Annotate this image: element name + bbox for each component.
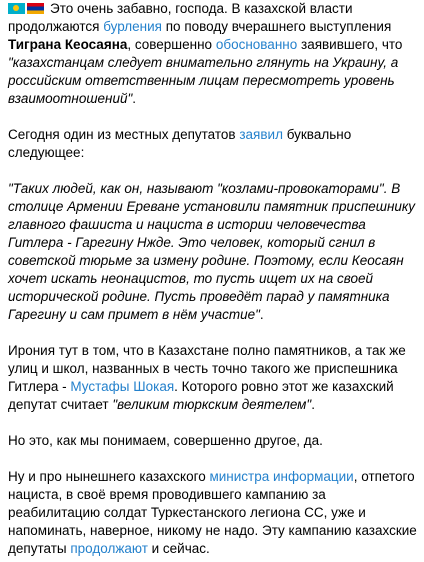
text: . — [259, 307, 264, 322]
text: заявившего, что — [297, 37, 403, 52]
kazakhstan-flag-icon — [8, 3, 25, 14]
link-zayavil[interactable]: заявил — [239, 127, 283, 142]
paragraph-intro — [8, 0, 418, 108]
text: . — [132, 91, 137, 106]
text: Но это, как мы понимаем, совершенно другое, да. — [8, 433, 323, 448]
text: . — [311, 397, 315, 412]
bold-name: Тиграна Кеосаяна — [8, 37, 128, 52]
text: Это очень забавно, господа. В казахской власти продолжаются — [8, 1, 353, 34]
paragraph-irony — [8, 342, 418, 414]
link-mustafa-shokay[interactable]: Мустафы Шокая — [70, 379, 175, 394]
link-burleniya[interactable]: бурления — [103, 19, 162, 34]
link-obosnovanno[interactable]: обоснованно — [215, 37, 298, 52]
italic-quote: "Таких людей, как он, называют "козлами-провокаторами". В столице Армении Ереване установили памятник приспешнику главного фашиста и нациста в истории человечества Гитлера - Гарегину Нжде. Это человек, который сгнил в советской тюрьме за измену родине. Поэтому, если Кеосаян хочет искать неонацистов, то пусть ищет их на своей исторической родине. Пусть проведёт парад у памятника Гарегину и сам примет в нём участие" — [8, 181, 416, 322]
link-prodolzhayut[interactable]: продолжают — [70, 541, 148, 556]
armenia-flag-icon — [27, 3, 44, 14]
text: , совершенно — [127, 37, 216, 52]
text: по поводу вчерашнего выступления — [162, 19, 392, 34]
paragraph-deputy — [8, 126, 418, 162]
link-ministra-informacii[interactable]: министра информации — [209, 469, 354, 484]
paragraph-minister — [8, 468, 418, 558]
text: Ну и про нынешнего казахского — [8, 469, 210, 484]
text: . Которого ровно этот же казахский депутат считает — [8, 379, 394, 412]
text: буквально следующее: — [8, 127, 352, 160]
paragraph-quote — [8, 180, 418, 324]
text: Ирония тут в том, что в Казахстане полно памятников, а так же улиц и школ, названных в честь точно такого же приспешника Гитлера - — [8, 343, 406, 394]
text: , отпетого нациста, в своё время проводившего кампанию за реабилитацию солдат Туркестанского легиона СС, уже и напоминать, наверное, никому не надо. Эту кампанию казахские депутаты — [8, 469, 417, 556]
text: и сейчас. — [147, 541, 210, 556]
text: Сегодня один из местных депутатов — [8, 127, 240, 142]
italic-quote: "казахстанцам следует внимательно глянуть на Украину, а российским ответственным лицам пересмотреть уровень взаимоотношений" — [8, 55, 399, 106]
italic-quote: "великим тюркским деятелем" — [112, 397, 312, 412]
paragraph-other — [8, 432, 418, 450]
